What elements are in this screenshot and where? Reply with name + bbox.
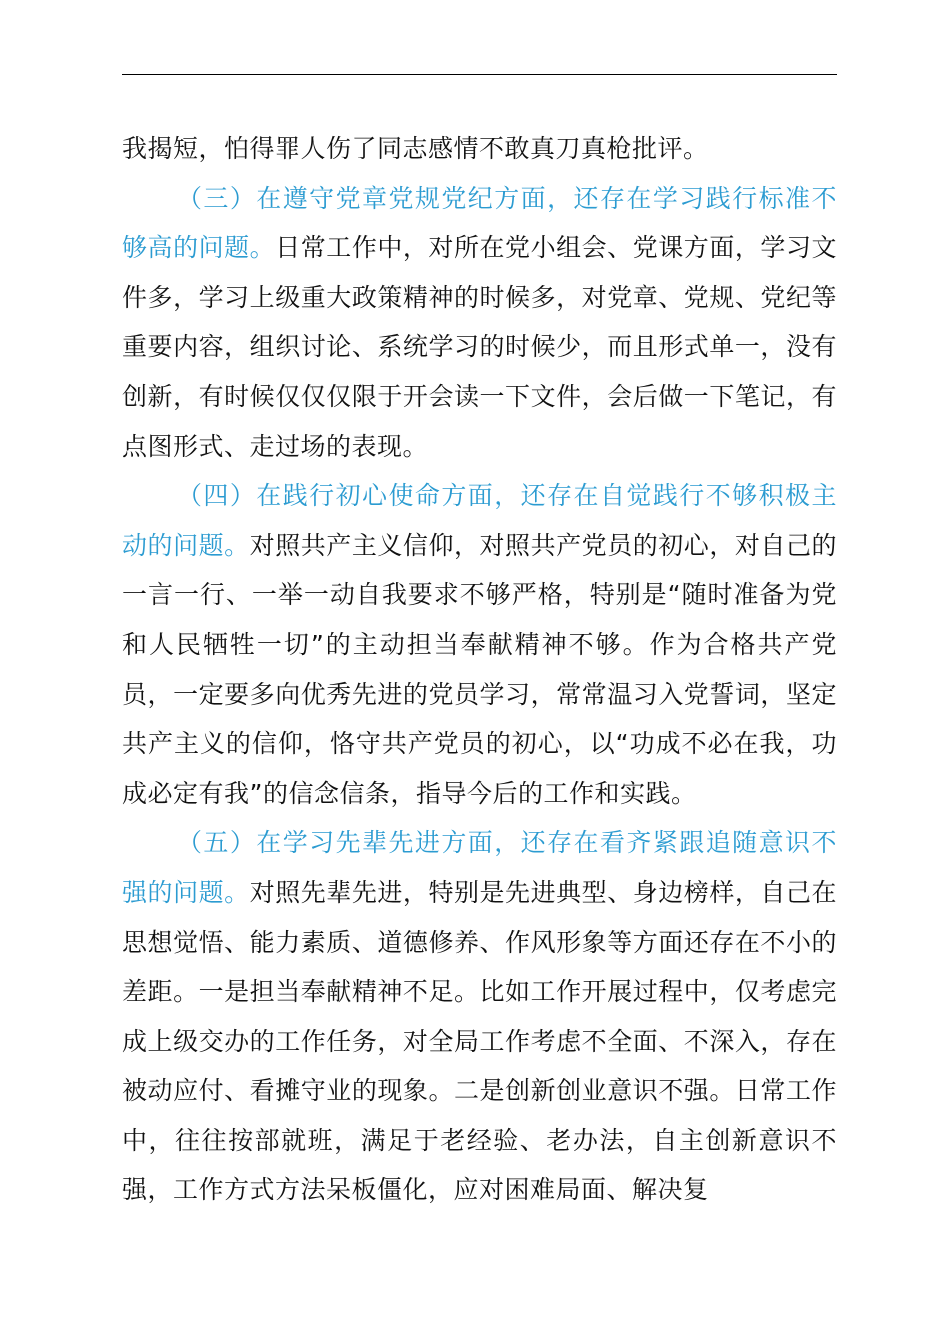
paragraph-section-3: [122, 174, 837, 472]
paragraph-text: 对照先辈先进，特别是先进典型、身边榜样，自己在思想觉悟、能力素质、道德修养、作风形象等方面还存在不小的差距。一是担当奉献精神不足。比如工作开展过程中，仅考虑完成上级交办的工作任务，对全局工作考虑不全面、不深入，存在被动应付、看摊守业的现象。二是创新创业意识不强。日常工作中，往往按部就班，满足于老经验、老办法，自主创新意识不强，工作方式方法呆板僵化，应对困难局面、解决复: [122, 877, 837, 1205]
paragraph-section-5: [122, 818, 837, 1215]
header-rule: [122, 74, 837, 75]
section-heading: （三）在遵守党章党规党纪方面，还存在学习践行标准不够高的问题。: [122, 183, 837, 263]
paragraph-text: 我揭短，怕得罪人伤了同志感情不敢真刀真枪批评。: [122, 134, 709, 163]
section-heading: （四）在践行初心使命方面，还存在自觉践行不够积极主动的问题。: [122, 481, 837, 560]
paragraph-text: 对照共产主义信仰，对照共产党员的初心，对自己的一言一行、一举一动自我要求不够严格，特别是“随时准备为党和人民牺牲一切”的主动担当奉献精神不够。作为合格共产党员，一定要多向优秀先进的党员学习，常常温习入党誓词，坚定共产主义的信仰，恪守共产党员的初心，以“功成不必在我，功成必定有我”的信念信条，指导今后的工作和实践。: [122, 530, 837, 808]
paragraph-section-4: [122, 471, 837, 818]
section-heading: （五）在学习先辈先进方面，还存在看齐紧跟追随意识不强的问题。: [122, 828, 837, 907]
paragraph-text: 日常工作中，对所在党小组会、党课方面，学习文件多，学习上级重大政策精神的时候多，对党章、党规、党纪等重要内容，组织讨论、系统学习的时候少，而且形式单一，没有创新，有时候仅仅仅限于开会读一下文件，会后做一下笔记，有点图形式、走过场的表现。: [122, 233, 837, 461]
document-body: [122, 124, 837, 1215]
paragraph-continuation: [122, 124, 837, 174]
